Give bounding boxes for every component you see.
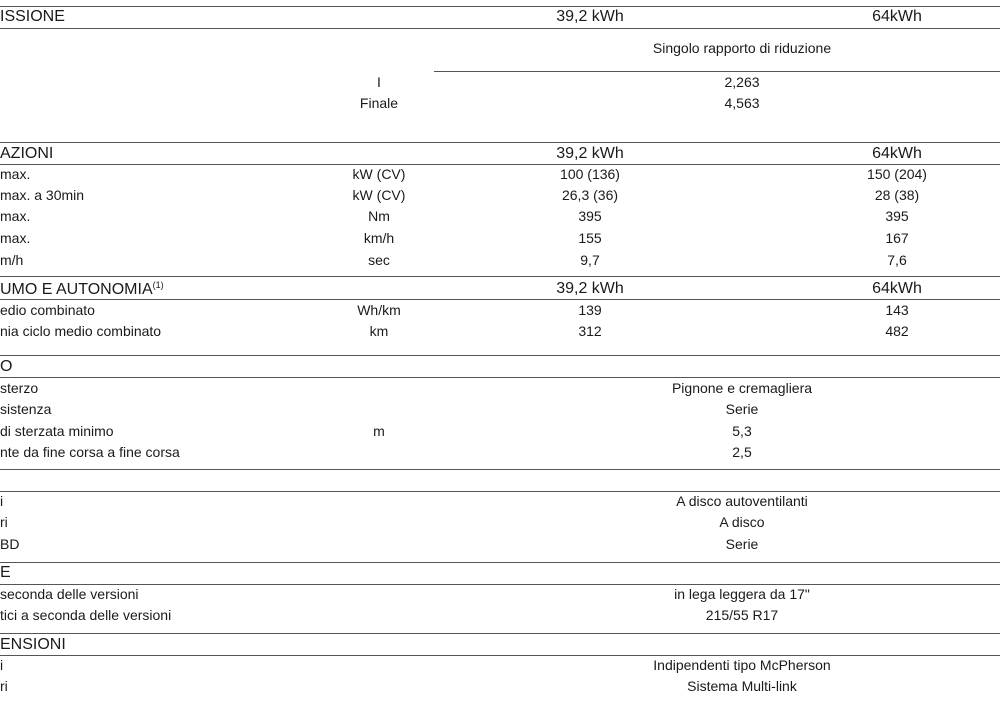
row-label: edio combinato [0, 302, 95, 318]
column-header-39kwh: 39,2 kWh [556, 8, 624, 25]
row-label: sistenza [0, 401, 52, 417]
row-unit: m [373, 423, 385, 439]
column-header-39kwh: 39,2 kWh [556, 145, 624, 162]
divider [0, 655, 1000, 656]
row-value-64kwh: 395 [885, 208, 909, 224]
column-header-64kwh: 64kWh [872, 8, 922, 25]
divider [0, 633, 1000, 634]
divider [0, 164, 1000, 165]
row-unit: sec [368, 252, 390, 268]
row-value: Sistema Multi-link [687, 678, 797, 694]
divider [0, 562, 1000, 563]
subheader-divider [434, 71, 1000, 72]
row-unit: kW (CV) [352, 187, 406, 203]
row-value-64kwh: 7,6 [887, 252, 907, 268]
divider [0, 276, 1000, 277]
row-value: Serie [725, 536, 759, 552]
row-label: sterzo [0, 380, 39, 396]
row-label: seconda delle versioni [0, 586, 139, 602]
row-value-64kwh: 150 (204) [867, 166, 927, 182]
column-header-64kwh: 64kWh [872, 145, 922, 162]
row-value-39kwh: 100 (136) [560, 166, 620, 182]
section-title-transmission: ISSIONE [0, 8, 65, 25]
row-value: Serie [725, 401, 759, 417]
row-label: max. a 30min [0, 187, 85, 203]
divider [0, 491, 1000, 492]
row-label: i [0, 493, 4, 509]
row-value: in lega leggera da 17" [674, 586, 810, 602]
row-value-64kwh: 482 [885, 323, 909, 339]
row-value-64kwh: 143 [885, 302, 909, 318]
row-label: di sterzata minimo [0, 423, 114, 439]
divider [0, 355, 1000, 356]
divider [0, 142, 1000, 143]
row-value-39kwh: 312 [578, 323, 602, 339]
row-label: BD [0, 536, 20, 552]
row-value: A disco [719, 514, 765, 530]
section-title-steering: O [0, 358, 13, 375]
section-title-suspension: ENSIONI [0, 636, 66, 653]
row-value-64kwh: 167 [885, 230, 909, 246]
divider [0, 469, 1000, 470]
row-value: 2,263 [724, 74, 760, 90]
row-label: m/h [0, 252, 24, 268]
section-title-wheels: E [0, 564, 11, 581]
row-value: Indipendenti tipo McPherson [653, 657, 831, 673]
row-label: ri [0, 678, 8, 694]
divider [0, 299, 1000, 300]
row-unit: km [369, 323, 389, 339]
section-title-consumption [0, 280, 164, 299]
row-label: max. [0, 208, 31, 224]
row-label: Finale [359, 95, 399, 111]
row-value-39kwh: 26,3 (36) [561, 187, 619, 203]
row-value: 215/55 R17 [705, 607, 779, 623]
section-title-text: UMO E AUTONOMIA [0, 281, 153, 298]
divider [0, 584, 1000, 585]
section-title-performance: AZIONI [0, 145, 54, 162]
divider [0, 377, 1000, 378]
row-value: 5,3 [732, 423, 752, 439]
row-value-39kwh: 139 [578, 302, 602, 318]
row-label: I [377, 74, 381, 90]
row-value: A disco autoventilanti [676, 493, 808, 509]
row-value-64kwh: 28 (38) [874, 187, 920, 203]
row-label: nte da fine corsa a fine corsa [0, 444, 180, 460]
divider [0, 6, 1000, 7]
row-unit: kW (CV) [352, 166, 406, 182]
row-value-39kwh: 9,7 [580, 252, 600, 268]
row-unit: Nm [368, 208, 390, 224]
transmission-subheader: Singolo rapporto di riduzione [652, 40, 832, 56]
row-label: max. [0, 230, 31, 246]
row-value: 2,5 [732, 444, 752, 460]
divider [0, 28, 1000, 29]
row-value: Pignone e cremagliera [671, 380, 813, 396]
row-value: 4,563 [724, 95, 760, 111]
row-label: nia ciclo medio combinato [0, 323, 162, 339]
row-value-39kwh: 395 [578, 208, 602, 224]
row-label: max. [0, 166, 31, 182]
column-header-64kwh: 64kWh [872, 280, 922, 297]
row-label: i [0, 657, 4, 673]
row-label: ri [0, 514, 8, 530]
column-header-39kwh: 39,2 kWh [556, 280, 624, 297]
row-value-39kwh: 155 [578, 230, 602, 246]
footnote-marker: (1) [152, 280, 164, 290]
row-label: tici a seconda delle versioni [0, 607, 172, 623]
row-unit: km/h [363, 230, 395, 246]
row-unit: Wh/km [357, 302, 401, 318]
